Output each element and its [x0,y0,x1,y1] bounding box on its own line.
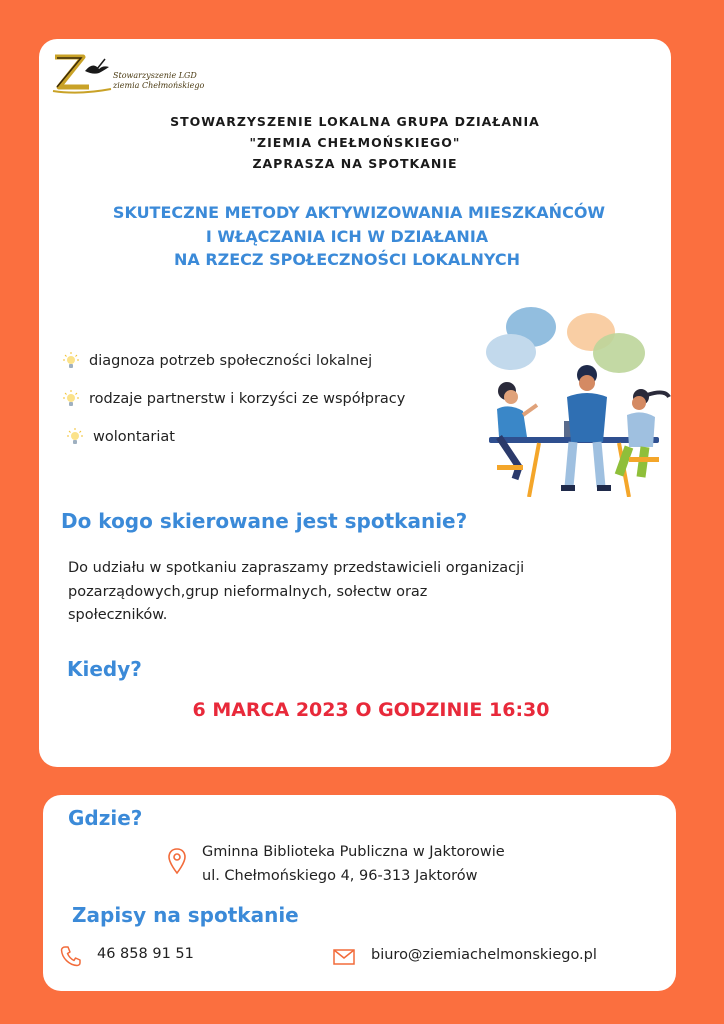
event-title-line-1: SKUTECZNE METODY AKTYWIZOWANIA MIESZKAŃCÓW [112,203,606,222]
event-title-line-3: NA RZECZ SPOŁECZNOŚCI LOKALNYCH [173,250,521,269]
envelope-icon [333,949,355,965]
topic-item [67,428,175,446]
logo-text-line1: Stowarzyszenie LGD [113,71,197,80]
lightbulb-icon [63,390,79,408]
address-line-1: Gminna Biblioteka Publiczna w Jaktorowie [202,844,505,860]
topic-label: wolontariat [93,429,175,445]
location-pin-icon [167,847,187,875]
topic-label: diagnoza potrzeb społeczności lokalnej [89,353,373,369]
phone-number[interactable]: 46 858 91 51 [97,946,194,962]
email-address[interactable]: biuro@ziemiachelmonskiego.pl [371,947,597,963]
event-date: 6 MARCA 2023 O GODZINIE 16:30 [192,699,550,721]
lgd-logo [49,49,205,97]
topic-item [63,352,372,370]
team-meeting-illustration [469,297,679,497]
organizer-line-1: STOWARZYSZENIE LOKALNA GRUPA DZIAŁANIA [170,114,540,129]
where-heading: Gdzie? [68,806,143,830]
topic-item [63,390,405,408]
organizer-line-2: "ZIEMIA CHEŁMOŃSKIEGO" [249,135,461,150]
address-line-2: ul. Chełmońskiego 4, 96-313 Jaktorów [202,868,478,884]
topic-label: rodzaje partnerstw i korzyści ze współpracy [89,391,406,407]
event-title-line-2: I WŁĄCZANIA ICH W DZIAŁANIA [205,227,489,246]
phone-icon [60,945,82,967]
who-description: Do udziału w spotkaniu zapraszamy przedstawicieli organizacji pozarządowych,grup nieformalnych, sołectw oraz społeczników. [68,560,525,623]
logo-text-line2: ziemia Chełmońskiego [113,81,205,90]
signup-heading: Zapisy na spotkanie [72,903,299,927]
contact-card [43,795,676,991]
who-heading: Do kogo skierowane jest spotkanie? [61,509,468,533]
invitation-card [39,39,671,767]
logo-z-bird-icon [49,49,115,97]
when-heading: Kiedy? [67,657,142,681]
lightbulb-icon [63,352,79,370]
organizer-line-3: ZAPRASZA NA SPOTKANIE [252,156,458,171]
lightbulb-icon [67,428,83,446]
